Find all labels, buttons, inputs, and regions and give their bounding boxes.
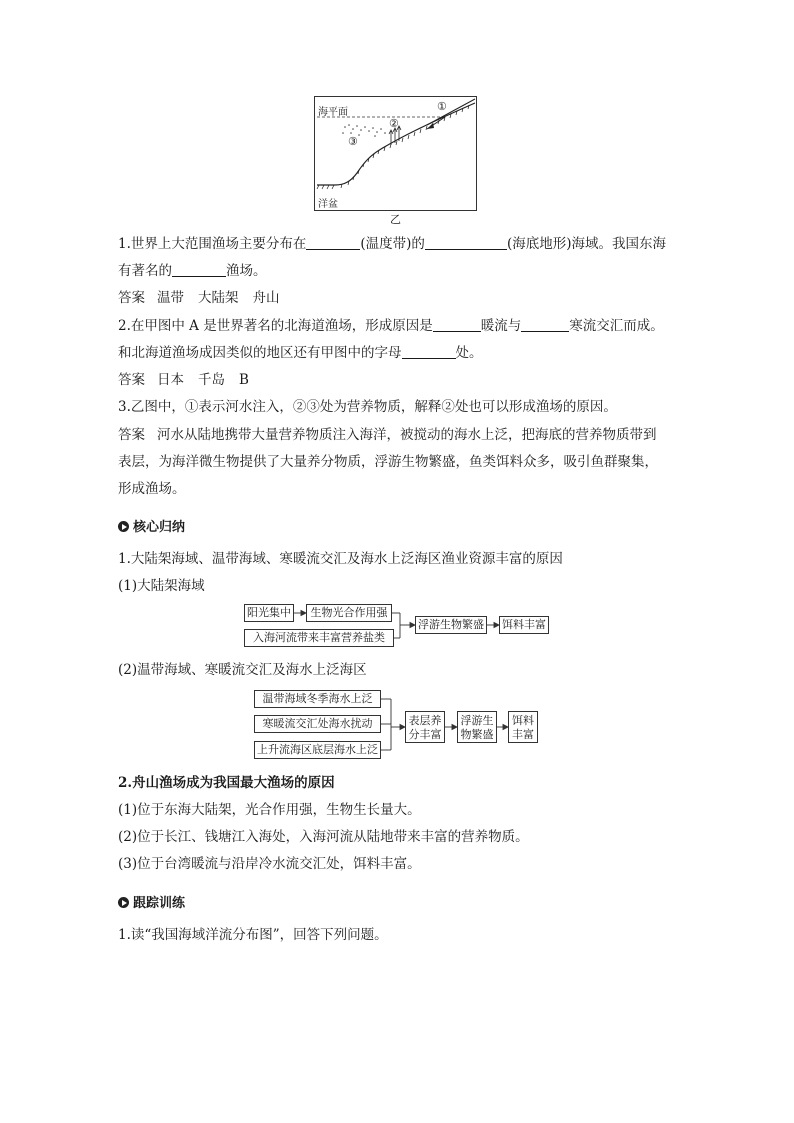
q1-answer-3: 舟山 bbox=[252, 290, 280, 306]
flow2-box-current-mixing: 寒暖流交汇处海水扰动 bbox=[254, 715, 381, 733]
q2-answer-3: B bbox=[239, 372, 249, 388]
core-point-1: 1.大陆架海域、温带海域、寒暖流交汇及海水上泛海区渔业资源丰富的原因 bbox=[118, 551, 563, 567]
q2-text-e: 处。 bbox=[455, 345, 483, 361]
q3-answer-line1 bbox=[118, 425, 657, 445]
q2-answer bbox=[118, 370, 249, 390]
q1-line2 bbox=[118, 261, 267, 281]
q2-answer-1: 日本 bbox=[157, 372, 184, 388]
q3-answer-text-1: 河水从陆地携带大量营养物质注入海洋，被搅动的海水上泛，把海底的营养物质带到 bbox=[157, 427, 657, 443]
flow2-connectors bbox=[0, 685, 794, 765]
training-heading-text: 跟踪训练 bbox=[133, 896, 186, 911]
q2-text-c: 寒流交汇而成。 bbox=[569, 318, 664, 334]
q2-line1 bbox=[118, 316, 664, 336]
sea-level-label: 海平面 bbox=[318, 107, 348, 118]
answer-label: 答案 bbox=[118, 372, 145, 388]
q1-text-d: 有著名的 bbox=[118, 263, 172, 279]
flow1-box-plankton: 浮游生物繁盛 bbox=[415, 616, 487, 634]
flow2-box-deep-upwelling: 上升流海区底层海水上泛 bbox=[254, 741, 381, 759]
flow2-box-plankton-l1: 浮游生 bbox=[460, 714, 494, 727]
q3-line1: 3.乙图中，①表示河水注入，②③处为营养物质，解释②处也可以形成渔场的原因。 bbox=[118, 399, 617, 415]
q2-answer-2: 千岛 bbox=[198, 372, 225, 388]
core-heading-text: 核心归纳 bbox=[133, 520, 186, 535]
q3-answer-line2: 表层，为海洋微生物提供了大量养分物质，浮游生物繁盛，鱼类饵料众多，吸引鱼群聚集， bbox=[118, 454, 658, 470]
q1-blank-2 bbox=[425, 235, 507, 250]
flow2-box-plankton-l2: 物繁盛 bbox=[460, 728, 494, 741]
flow1-box-sunlight: 阳光集中 bbox=[244, 604, 294, 622]
flow1-box-river-nutrients: 入海河流带来丰富营养盐类 bbox=[244, 629, 394, 647]
figure-yi bbox=[314, 96, 477, 211]
flow1-connectors bbox=[0, 600, 794, 660]
flow1-box-food: 饵料丰富 bbox=[499, 616, 549, 634]
q1-text-a: 1.世界上大范围渔场主要分布在 bbox=[118, 236, 307, 252]
answer-label: 答案 bbox=[118, 427, 145, 443]
q1-blank-3 bbox=[172, 262, 226, 277]
q1-answer-2: 大陆架 bbox=[198, 290, 239, 306]
play-circle-icon bbox=[118, 897, 129, 908]
training-q1: 1.读“我国海域洋流分布图”，回答下列问题。 bbox=[118, 927, 388, 943]
core-sub-1: (1)大陆架海域 bbox=[118, 578, 205, 594]
q2-blank-1 bbox=[433, 317, 481, 332]
core-sub-2: (2)温带海域、寒暖流交汇及海水上泛海区 bbox=[118, 662, 367, 678]
q2-text-d: 和北海道渔场成因类似的地区还有甲图中的字母 bbox=[118, 345, 402, 361]
q1-line1 bbox=[118, 234, 666, 254]
basin-label: 洋盆 bbox=[318, 199, 338, 210]
q1-answer bbox=[118, 288, 280, 308]
marker-2: ② bbox=[389, 117, 399, 130]
core-heading bbox=[118, 516, 185, 535]
q2-blank-2 bbox=[521, 317, 569, 332]
q2-text-a: 2.在甲图中 A 是世界著名的北海道渔场，形成原因是 bbox=[118, 318, 433, 334]
flow2-box-winter-upwelling: 温带海域冬季海水上泛 bbox=[254, 690, 381, 708]
reason-1: (1)位于东海大陆架，光合作用强，生物生长量大。 bbox=[118, 802, 421, 818]
marker-3: ③ bbox=[348, 135, 358, 148]
core-point-2: 2.舟山渔场成为我国最大渔场的原因 bbox=[118, 775, 335, 791]
flow2-box-food-l2: 丰富 bbox=[512, 728, 534, 741]
figure-caption: 乙 bbox=[390, 213, 401, 226]
q1-blank-1 bbox=[306, 235, 360, 250]
marker-1: ① bbox=[437, 100, 447, 113]
reason-3: (3)位于台湾暖流与沿岸冷水流交汇处，饵料丰富。 bbox=[118, 856, 421, 872]
q1-text-e: 渔场。 bbox=[226, 263, 267, 279]
q2-text-b: 暖流与 bbox=[480, 318, 522, 334]
training-heading bbox=[118, 892, 185, 911]
q3-answer-line3: 形成渔场。 bbox=[118, 481, 186, 497]
flow2-box-surface-nutrients-l1: 表层养 bbox=[408, 714, 442, 727]
q1-text-c: (海底地形)海域。我国东海 bbox=[506, 236, 666, 252]
flow2-box-surface-nutrients-l2: 分丰富 bbox=[408, 728, 442, 741]
q2-line2 bbox=[118, 343, 483, 363]
reason-2: (2)位于长江、钱塘江入海处，入海河流从陆地带来丰富的营养物质。 bbox=[118, 829, 529, 845]
q1-answer-1: 温带 bbox=[157, 290, 184, 306]
q1-text-b: (温度带)的 bbox=[360, 236, 425, 252]
flow2-box-food-l1: 饵料 bbox=[512, 714, 534, 727]
answer-label: 答案 bbox=[118, 290, 145, 306]
flow1-box-photosynthesis: 生物光合作用强 bbox=[306, 604, 392, 622]
play-circle-icon bbox=[118, 521, 129, 532]
q2-blank-3 bbox=[402, 344, 456, 359]
